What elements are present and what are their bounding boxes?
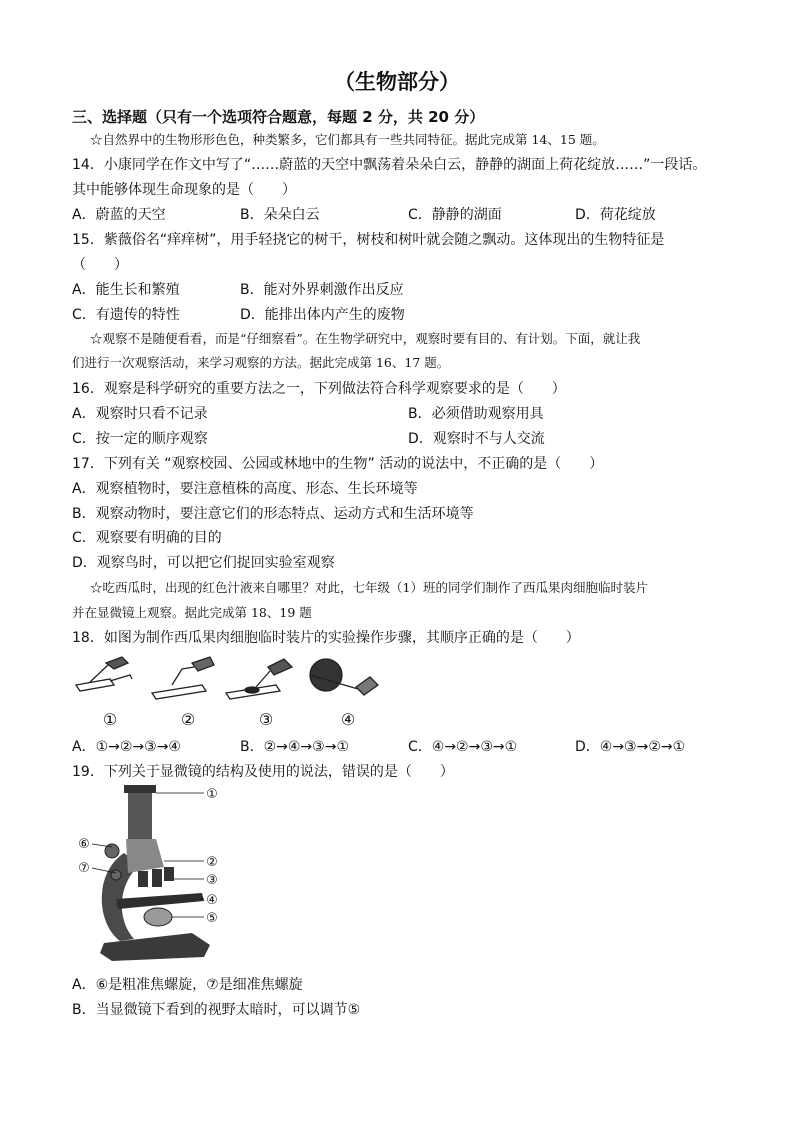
step2-drawing	[152, 657, 214, 699]
q18-option-b: B．②→④→③→①	[240, 739, 349, 755]
intro-14-15: ☆自然界中的生物形形色色，种类繁多，它们都具有一些共同特征。据此完成第 14、15 题。	[90, 132, 605, 147]
q15-stem-line1: 15．紫薇俗名“痒痒树”，用手轻挠它的树干，树枝和树叶就会随之飘动。这体现出的生物特征是	[72, 232, 665, 248]
q15-option-c: C．有遗传的特性	[72, 307, 180, 323]
step-label-1: ①	[102, 710, 118, 729]
q18-option-d: D．④→③→②→①	[575, 739, 686, 755]
q17-option-b: B．观察动物时，要注意它们的形态特点、运动方式和生活环境等	[72, 506, 474, 522]
q14-option-a: A．蔚蓝的天空	[72, 207, 166, 223]
callout-6: ⑥	[78, 837, 90, 852]
intro-18-19-line1: ☆吃西瓜时，出现的红色汁液来自哪里？对此，七年级（1）班的同学们制作了西瓜果肉细胞临时装片	[90, 580, 648, 595]
q18-stem: 18．如图为制作西瓜果肉细胞临时装片的实验操作步骤，其顺序正确的是（ ）	[72, 630, 580, 646]
q15-option-d: D．能排出体内产生的废物	[240, 307, 405, 323]
q15-option-b: B．能对外界刺激作出反应	[240, 282, 404, 298]
q19-option-b: B．当显微镜下看到的视野太暗时，可以调节⑤	[72, 1002, 361, 1018]
q14-option-b: B．朵朵白云	[240, 207, 320, 223]
step-label-4: ④	[340, 710, 356, 729]
section-heading: 三、选择题（只有一个选项符合题意，每题 2 分，共 20 分）	[72, 108, 485, 126]
step-label-3: ③	[258, 710, 274, 729]
q14-option-c: C．静静的湖面	[408, 207, 502, 223]
callout-4: ④	[206, 893, 218, 908]
callout-1: ①	[206, 787, 218, 802]
q19-option-a: A．⑥是粗准焦螺旋，⑦是细准焦螺旋	[72, 977, 303, 993]
q17-option-c: C．观察要有明确的目的	[72, 530, 222, 546]
callout-3: ③	[206, 873, 218, 888]
microscope-drawing	[100, 785, 210, 961]
microscope-figure	[72, 783, 232, 963]
intro-16-17-line1: ☆观察不是随便看看，而是“仔细察看”。在生物学研究中，观察时要有目的、有计划。下面，就让我	[90, 331, 641, 346]
slide-prep-steps-figure	[70, 655, 400, 730]
step1-drawing	[76, 657, 132, 691]
q15-stem-line2: （ ）	[72, 257, 128, 273]
q17-stem: 17．下列有关 “观察校园、公园或林地中的生物” 活动的说法中，不正确的是（ ）	[72, 456, 604, 472]
q16-option-a: A．观察时只看不记录	[72, 406, 208, 422]
q16-stem: 16．观察是科学研究的重要方法之一，下列做法符合科学观察要求的是（ ）	[72, 381, 566, 397]
q14-stem-line1: 14．小康同学在作文中写了“……蔚蓝的天空中飘荡着朵朵白云，静静的湖面上荷花绽放……”一段话。	[72, 157, 707, 173]
q17-option-a: A．观察植物时，要注意植株的高度、形态、生长环境等	[72, 481, 418, 497]
page-title: （生物部分）	[334, 70, 460, 94]
q14-option-d: D．荷花绽放	[575, 207, 656, 223]
q18-option-a: A．①→②→③→④	[72, 739, 181, 755]
callout-5: ⑤	[206, 911, 218, 926]
callout-2: ②	[206, 855, 218, 870]
q16-option-b: B．必须借助观察用具	[408, 406, 544, 422]
step-label-2: ②	[180, 710, 196, 729]
q14-stem-line2: 其中能够体现生命现象的是（ ）	[72, 182, 296, 198]
callout-7: ⑦	[78, 861, 90, 876]
q16-option-c: C．按一定的顺序观察	[72, 431, 208, 447]
q15-option-a: A．能生长和繁殖	[72, 282, 180, 298]
step3-drawing	[226, 659, 292, 699]
q19-stem: 19．下列关于显微镜的结构及使用的说法，错误的是（ ）	[72, 764, 454, 780]
q18-option-c: C．④→②→③→①	[408, 739, 518, 755]
intro-16-17-line2: 们进行一次观察活动，来学习观察的方法。据此完成第 16、17 题。	[72, 355, 450, 370]
intro-18-19-line2: 并在显微镜上观察。据此完成第 18、19 题	[72, 605, 312, 620]
q17-option-d: D．观察鸟时，可以把它们捉回实验室观察	[72, 555, 335, 571]
q16-option-d: D．观察时不与人交流	[408, 431, 545, 447]
step4-drawing	[310, 659, 378, 695]
